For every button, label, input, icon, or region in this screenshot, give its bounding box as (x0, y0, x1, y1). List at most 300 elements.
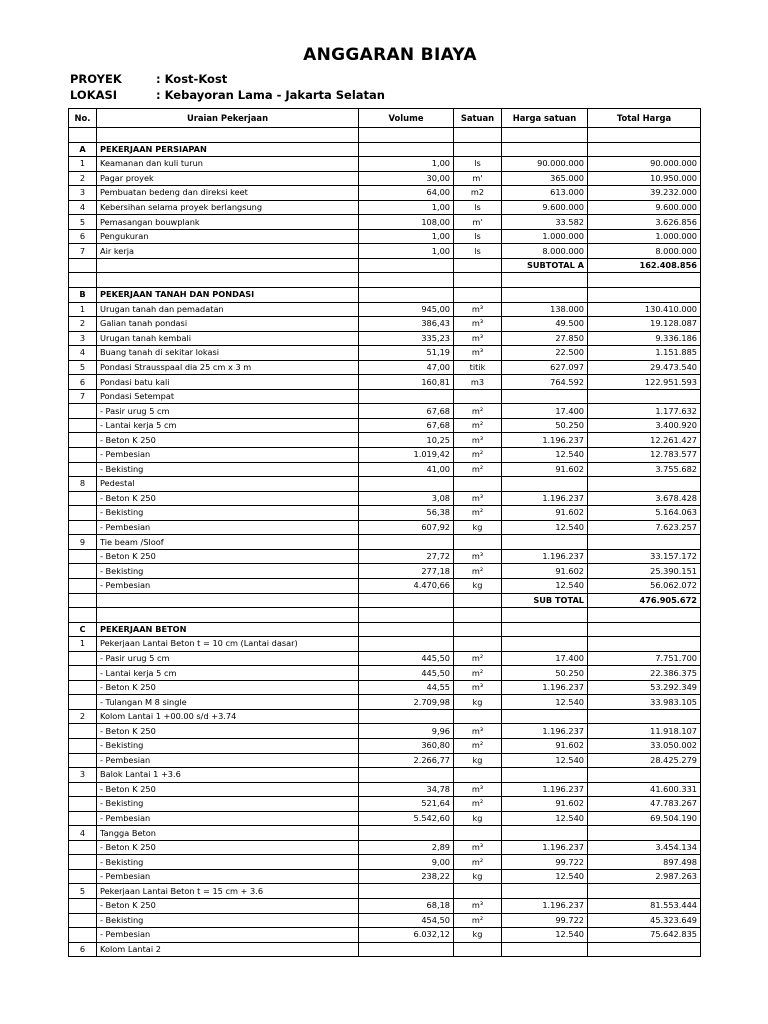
item-total-harga: 8.000.000 (588, 244, 701, 259)
project-label: PROYEK (70, 72, 122, 86)
table-row (69, 826, 701, 841)
item-volume: 945,00 (359, 302, 454, 317)
item-total-harga: 2.987.263 (588, 869, 701, 884)
item-satuan (454, 637, 502, 652)
section-code: C (69, 622, 97, 637)
cell-volume (359, 288, 454, 303)
cell-desc (97, 128, 359, 143)
table-row (69, 564, 701, 579)
location-value: : Kebayoran Lama - Jakarta Selatan (156, 88, 385, 102)
cell-harga (502, 288, 588, 303)
table-row (69, 317, 701, 332)
item-volume: 51,19 (359, 346, 454, 361)
item-volume: 360,80 (359, 738, 454, 753)
item-description: Air kerja (97, 244, 359, 259)
item-volume: 44,55 (359, 680, 454, 695)
item-harga-satuan: 12.540 (502, 448, 588, 463)
table-row (69, 171, 701, 186)
cell-harga (502, 142, 588, 157)
table-row (69, 637, 701, 652)
cell-volume (359, 273, 454, 288)
item-description: - Beton K 250 (97, 680, 359, 695)
item-volume (359, 535, 454, 550)
table-row (69, 462, 701, 477)
item-description: Tie beam /Sloof (97, 535, 359, 550)
table-row (69, 724, 701, 739)
table-row (69, 811, 701, 826)
item-harga-satuan: 91.602 (502, 564, 588, 579)
item-description: - Pasir urug 5 cm (97, 404, 359, 419)
item-description: - Beton K 250 (97, 898, 359, 913)
project-value: : Kost-Kost (156, 72, 228, 86)
item-volume: 1,00 (359, 229, 454, 244)
cell-no (69, 593, 97, 608)
table-row (69, 433, 701, 448)
item-description: - Beton K 250 (97, 491, 359, 506)
item-no: 8 (69, 477, 97, 492)
item-volume: 445,50 (359, 666, 454, 681)
item-total-harga: 3.678.428 (588, 491, 701, 506)
item-no (69, 418, 97, 433)
table-row (69, 200, 701, 215)
blank-row (69, 608, 701, 623)
item-volume: 1.019,42 (359, 448, 454, 463)
item-total-harga: 41.600.331 (588, 782, 701, 797)
item-satuan: m2 (454, 186, 502, 201)
section-row (69, 288, 701, 303)
subtotal-label: SUBTOTAL A (502, 258, 588, 273)
item-harga-satuan: 613.000 (502, 186, 588, 201)
item-satuan: kg (454, 869, 502, 884)
item-total-harga: 3.755.682 (588, 462, 701, 477)
item-no: 2 (69, 709, 97, 724)
item-description: - Bekisting (97, 797, 359, 812)
item-description: - Pembesian (97, 811, 359, 826)
table-row (69, 477, 701, 492)
subtotal-value: 162.408.856 (588, 258, 701, 273)
item-no: 6 (69, 229, 97, 244)
table-header-row (69, 109, 701, 128)
cell-satuan (454, 142, 502, 157)
table-row (69, 855, 701, 870)
item-total-harga: 5.164.063 (588, 506, 701, 521)
item-volume: 10,25 (359, 433, 454, 448)
item-description: - Beton K 250 (97, 724, 359, 739)
item-description: Kebersihan selama proyek berlangsung (97, 200, 359, 215)
item-volume (359, 389, 454, 404)
item-volume: 67,68 (359, 418, 454, 433)
item-no (69, 811, 97, 826)
item-harga-satuan (502, 709, 588, 724)
item-harga-satuan (502, 637, 588, 652)
location-line (70, 88, 385, 102)
item-description: Pedestal (97, 477, 359, 492)
table-row (69, 215, 701, 230)
item-satuan: kg (454, 928, 502, 943)
item-volume: 335,23 (359, 331, 454, 346)
item-volume: 607,92 (359, 520, 454, 535)
item-description: Kolom Lantai 2 (97, 942, 359, 957)
table-row (69, 578, 701, 593)
cell-total (588, 273, 701, 288)
item-satuan (454, 768, 502, 783)
item-harga-satuan: 90.000.000 (502, 157, 588, 172)
cell-desc (97, 608, 359, 623)
item-volume: 386,43 (359, 317, 454, 332)
item-no: 7 (69, 244, 97, 259)
item-total-harga: 53.292.349 (588, 680, 701, 695)
section-row (69, 142, 701, 157)
table-row (69, 229, 701, 244)
item-satuan: m³ (454, 898, 502, 913)
item-no: 6 (69, 942, 97, 957)
item-harga-satuan: 91.602 (502, 797, 588, 812)
item-no: 2 (69, 171, 97, 186)
item-volume: 5.542,60 (359, 811, 454, 826)
item-no (69, 506, 97, 521)
item-volume: 1,00 (359, 244, 454, 259)
item-harga-satuan (502, 768, 588, 783)
cell-satuan (454, 273, 502, 288)
item-no (69, 680, 97, 695)
item-satuan (454, 389, 502, 404)
item-description: Balok Lantai 1 +3.6 (97, 768, 359, 783)
item-no (69, 695, 97, 710)
item-volume (359, 884, 454, 899)
item-description: - Lantai kerja 5 cm (97, 418, 359, 433)
item-description: Buang tanah di sekitar lokasi (97, 346, 359, 361)
item-volume: 277,18 (359, 564, 454, 579)
item-satuan: m² (454, 506, 502, 521)
item-volume: 9,00 (359, 855, 454, 870)
item-volume: 27,72 (359, 549, 454, 564)
item-description: Urugan tanah dan pemadatan (97, 302, 359, 317)
cell-volume (359, 128, 454, 143)
table-row (69, 418, 701, 433)
cell-desc (97, 593, 359, 608)
item-satuan: m³ (454, 782, 502, 797)
item-volume: 1,00 (359, 157, 454, 172)
item-harga-satuan: 99.722 (502, 855, 588, 870)
cell-no (69, 258, 97, 273)
item-satuan: m' (454, 215, 502, 230)
item-harga-satuan: 12.540 (502, 520, 588, 535)
item-harga-satuan: 1.196.237 (502, 549, 588, 564)
table-row (69, 768, 701, 783)
item-volume: 1,00 (359, 200, 454, 215)
item-satuan: m³ (454, 491, 502, 506)
item-volume: 3,08 (359, 491, 454, 506)
item-harga-satuan: 17.400 (502, 404, 588, 419)
item-total-harga: 47.783.267 (588, 797, 701, 812)
item-satuan (454, 884, 502, 899)
item-volume (359, 637, 454, 652)
item-satuan: ls (454, 229, 502, 244)
item-volume: 56,38 (359, 506, 454, 521)
item-no: 5 (69, 215, 97, 230)
table-row (69, 186, 701, 201)
item-satuan: m³ (454, 840, 502, 855)
item-description: Pondasi Setempat (97, 389, 359, 404)
item-harga-satuan: 91.602 (502, 462, 588, 477)
item-total-harga (588, 389, 701, 404)
item-satuan: m3 (454, 375, 502, 390)
header-harga-satuan: Harga satuan (502, 109, 588, 128)
table-row (69, 840, 701, 855)
item-harga-satuan: 33.582 (502, 215, 588, 230)
item-satuan: m² (454, 738, 502, 753)
item-harga-satuan (502, 826, 588, 841)
item-no (69, 448, 97, 463)
item-volume: 9,96 (359, 724, 454, 739)
item-satuan: m³ (454, 724, 502, 739)
item-no: 3 (69, 768, 97, 783)
item-satuan: m² (454, 462, 502, 477)
item-satuan (454, 709, 502, 724)
item-total-harga: 130.410.000 (588, 302, 701, 317)
item-total-harga: 11.918.107 (588, 724, 701, 739)
item-volume: 68,18 (359, 898, 454, 913)
item-harga-satuan: 1.196.237 (502, 840, 588, 855)
item-satuan: m³ (454, 346, 502, 361)
item-harga-satuan: 27.850 (502, 331, 588, 346)
item-description: - Bekisting (97, 506, 359, 521)
item-satuan: m² (454, 797, 502, 812)
item-volume: 6.032,12 (359, 928, 454, 943)
item-description: Kolom Lantai 1 +00.00 s/d +3.74 (97, 709, 359, 724)
item-harga-satuan (502, 942, 588, 957)
table-row (69, 302, 701, 317)
item-no (69, 869, 97, 884)
item-description: - Pembesian (97, 448, 359, 463)
subtotal-value: 476.905.672 (588, 593, 701, 608)
item-total-harga: 7.623.257 (588, 520, 701, 535)
item-no (69, 491, 97, 506)
item-no: 6 (69, 375, 97, 390)
subtotal-label: SUB TOTAL (502, 593, 588, 608)
item-volume: 238,22 (359, 869, 454, 884)
item-satuan: m² (454, 418, 502, 433)
item-no (69, 738, 97, 753)
item-no (69, 549, 97, 564)
cell-volume (359, 608, 454, 623)
item-harga-satuan: 50.250 (502, 666, 588, 681)
item-total-harga: 69.504.190 (588, 811, 701, 826)
item-harga-satuan: 12.540 (502, 578, 588, 593)
item-total-harga: 122.951.593 (588, 375, 701, 390)
table-row (69, 331, 701, 346)
table-row (69, 651, 701, 666)
item-no (69, 782, 97, 797)
item-description: Tangga Beton (97, 826, 359, 841)
item-description: Pondasi batu kali (97, 375, 359, 390)
item-total-harga (588, 477, 701, 492)
item-total-harga: 29.473.540 (588, 360, 701, 375)
section-row (69, 622, 701, 637)
item-description: - Pembesian (97, 753, 359, 768)
item-harga-satuan: 49.500 (502, 317, 588, 332)
item-volume (359, 826, 454, 841)
item-volume: 2.709,98 (359, 695, 454, 710)
item-harga-satuan: 12.540 (502, 869, 588, 884)
item-harga-satuan: 91.602 (502, 506, 588, 521)
item-total-harga: 3.400.920 (588, 418, 701, 433)
cell-desc (97, 273, 359, 288)
item-no: 4 (69, 826, 97, 841)
item-description: Pengukuran (97, 229, 359, 244)
item-no: 4 (69, 200, 97, 215)
item-harga-satuan: 627.097 (502, 360, 588, 375)
item-volume: 67,68 (359, 404, 454, 419)
table-row (69, 680, 701, 695)
item-no (69, 753, 97, 768)
item-total-harga: 33.983.105 (588, 695, 701, 710)
item-harga-satuan: 365.000 (502, 171, 588, 186)
item-volume: 47,00 (359, 360, 454, 375)
section-code: B (69, 288, 97, 303)
item-satuan: m² (454, 564, 502, 579)
item-description: - Tulangan M 8 single (97, 695, 359, 710)
item-description: - Pembesian (97, 520, 359, 535)
item-satuan: m³ (454, 302, 502, 317)
item-no (69, 404, 97, 419)
item-no (69, 855, 97, 870)
item-volume: 4.470,66 (359, 578, 454, 593)
item-volume: 521,64 (359, 797, 454, 812)
budget-table-body (69, 128, 701, 957)
item-no (69, 724, 97, 739)
cell-no (69, 608, 97, 623)
item-description: Galian tanah pondasi (97, 317, 359, 332)
table-row (69, 695, 701, 710)
item-no (69, 928, 97, 943)
table-row (69, 535, 701, 550)
item-volume: 2.266,77 (359, 753, 454, 768)
item-satuan (454, 477, 502, 492)
item-no (69, 840, 97, 855)
item-satuan: ls (454, 200, 502, 215)
table-row (69, 928, 701, 943)
item-volume (359, 709, 454, 724)
item-description: - Pembesian (97, 928, 359, 943)
item-harga-satuan: 1.196.237 (502, 724, 588, 739)
location-label: LOKASI (70, 88, 118, 102)
table-row (69, 520, 701, 535)
table-row (69, 360, 701, 375)
cell-total (588, 142, 701, 157)
item-total-harga (588, 637, 701, 652)
item-volume: 445,50 (359, 651, 454, 666)
item-volume: 64,00 (359, 186, 454, 201)
item-total-harga: 25.390.151 (588, 564, 701, 579)
item-total-harga: 9.336.186 (588, 331, 701, 346)
item-satuan: ls (454, 157, 502, 172)
item-harga-satuan: 17.400 (502, 651, 588, 666)
item-total-harga: 81.553.444 (588, 898, 701, 913)
item-harga-satuan: 99.722 (502, 913, 588, 928)
item-satuan: titik (454, 360, 502, 375)
budget-table (68, 108, 701, 957)
section-title: PEKERJAAN PERSIAPAN (97, 142, 359, 157)
item-total-harga: 10.950.000 (588, 171, 701, 186)
item-no: 5 (69, 884, 97, 899)
item-no: 7 (69, 389, 97, 404)
item-description: - Lantai kerja 5 cm (97, 666, 359, 681)
item-description: Urugan tanah kembali (97, 331, 359, 346)
item-no: 3 (69, 186, 97, 201)
table-row (69, 913, 701, 928)
header-no: No. (69, 109, 97, 128)
table-row (69, 244, 701, 259)
table-row (69, 666, 701, 681)
table-row (69, 506, 701, 521)
cell-harga (502, 608, 588, 623)
item-no: 9 (69, 535, 97, 550)
item-description: - Bekisting (97, 913, 359, 928)
table-row (69, 738, 701, 753)
table-row (69, 404, 701, 419)
cell-satuan (454, 608, 502, 623)
item-total-harga: 33.157.172 (588, 549, 701, 564)
item-total-harga: 3.626.856 (588, 215, 701, 230)
table-row (69, 942, 701, 957)
item-description: - Pembesian (97, 869, 359, 884)
table-row (69, 753, 701, 768)
cell-volume (359, 142, 454, 157)
cell-satuan (454, 288, 502, 303)
table-row (69, 448, 701, 463)
item-no (69, 651, 97, 666)
item-harga-satuan: 91.602 (502, 738, 588, 753)
header-satuan: Satuan (454, 109, 502, 128)
section-title: PEKERJAAN TANAH DAN PONDASI (97, 288, 359, 303)
item-no: 1 (69, 157, 97, 172)
item-harga-satuan: 50.250 (502, 418, 588, 433)
item-satuan: m² (454, 404, 502, 419)
table-row (69, 797, 701, 812)
item-satuan (454, 826, 502, 841)
cell-volume (359, 593, 454, 608)
item-description: - Bekisting (97, 564, 359, 579)
item-satuan: m³ (454, 433, 502, 448)
item-no: 5 (69, 360, 97, 375)
item-description: - Beton K 250 (97, 782, 359, 797)
item-no (69, 578, 97, 593)
item-harga-satuan: 12.540 (502, 811, 588, 826)
item-satuan: m² (454, 855, 502, 870)
item-satuan: ls (454, 244, 502, 259)
item-harga-satuan: 1.196.237 (502, 680, 588, 695)
item-satuan: kg (454, 695, 502, 710)
cell-total (588, 622, 701, 637)
item-harga-satuan: 12.540 (502, 753, 588, 768)
item-description: Pondasi Strausspaal dia 25 cm x 3 m (97, 360, 359, 375)
blank-row (69, 128, 701, 143)
item-total-harga (588, 884, 701, 899)
cell-satuan (454, 622, 502, 637)
item-volume: 34,78 (359, 782, 454, 797)
cell-no (69, 273, 97, 288)
item-total-harga: 897.498 (588, 855, 701, 870)
item-harga-satuan: 12.540 (502, 695, 588, 710)
item-total-harga: 45.323.649 (588, 913, 701, 928)
item-volume (359, 477, 454, 492)
header-uraian: Uraian Pekerjaan (97, 109, 359, 128)
item-description: - Pasir urug 5 cm (97, 651, 359, 666)
section-title: PEKERJAAN BETON (97, 622, 359, 637)
item-total-harga: 3.454.134 (588, 840, 701, 855)
item-satuan (454, 942, 502, 957)
